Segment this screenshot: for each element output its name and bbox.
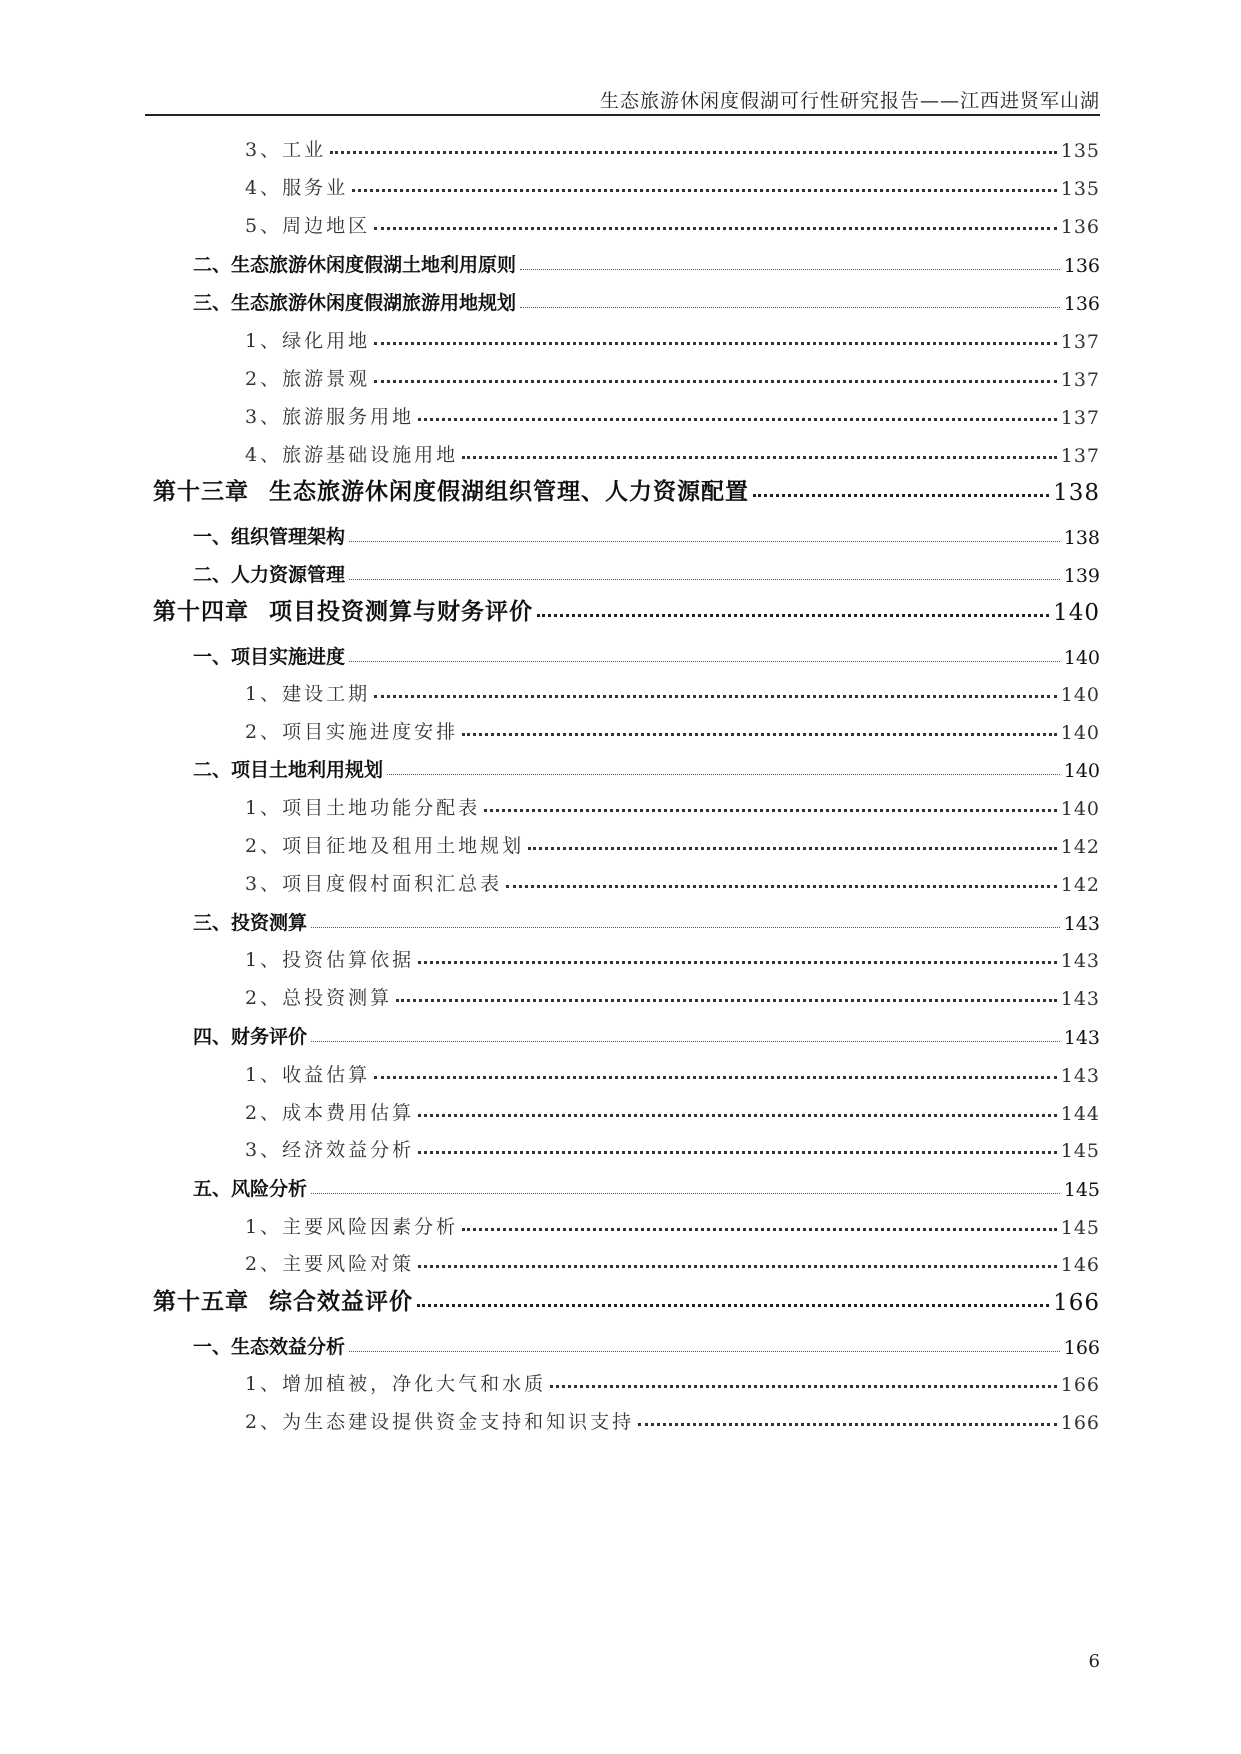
toc-entry-label: 2、项目征地及租用土地规划 <box>245 835 525 857</box>
toc-entry-label: 1、项目土地功能分配表 <box>245 797 481 819</box>
toc-page-number: 136 <box>1063 293 1100 315</box>
dot-leader <box>462 1228 1057 1231</box>
toc-page-number: 143 <box>1063 913 1100 935</box>
toc-subsection-entry[interactable] <box>245 397 1100 429</box>
toc-entry-label: 2、总投资测算 <box>245 987 393 1009</box>
toc-section-entry[interactable] <box>193 283 1100 315</box>
page-number: 6 <box>1088 1651 1100 1672</box>
toc-page-number: 140 <box>1060 722 1100 744</box>
toc-entry-label: 3、工业 <box>245 139 327 161</box>
toc-subsection-entry[interactable] <box>245 359 1100 391</box>
dot-leader <box>349 1351 1060 1352</box>
toc-page-number: 145 <box>1060 1140 1100 1162</box>
toc-page-number: 143 <box>1063 1027 1100 1049</box>
toc-page-number: 136 <box>1060 216 1100 238</box>
toc-subsection-entry[interactable] <box>245 168 1100 200</box>
toc-entry-label <box>153 593 533 626</box>
toc-entry-label: 2、主要风险对策 <box>245 1253 415 1275</box>
dot-leader <box>374 342 1057 345</box>
toc-subsection-entry[interactable] <box>245 1055 1100 1087</box>
dot-leader <box>349 579 1060 580</box>
toc-entry-label: 5、周边地区 <box>245 215 371 237</box>
toc-chapter-entry[interactable] <box>153 474 1100 506</box>
dot-leader <box>374 695 1057 698</box>
toc-entry-label: 4、服务业 <box>245 177 349 199</box>
dot-leader <box>520 307 1060 308</box>
dot-leader <box>396 999 1057 1002</box>
toc-entry-label <box>153 473 749 506</box>
dot-leader <box>638 1423 1057 1426</box>
toc-section-entry[interactable] <box>193 1169 1100 1201</box>
toc-page-number: 166 <box>1063 1337 1100 1359</box>
toc-entry-label: 1、收益估算 <box>245 1064 371 1086</box>
toc-page-number: 140 <box>1063 760 1100 782</box>
toc-entry-label <box>153 1283 413 1316</box>
toc-section-entry[interactable] <box>193 517 1100 549</box>
dot-leader <box>387 774 1060 775</box>
toc-entry-label: 1、增加植被，净化大气和水质 <box>245 1373 547 1395</box>
toc-page-number: 140 <box>1053 600 1100 626</box>
toc-entry-label: 一、项目实施进度 <box>193 646 346 668</box>
toc-entry-label: 2、旅游景观 <box>245 368 371 390</box>
toc-chapter-entry[interactable] <box>153 1284 1100 1316</box>
dot-leader <box>462 456 1057 459</box>
toc-subsection-entry[interactable] <box>245 435 1100 467</box>
chapter-number: 第十五章 <box>153 1288 249 1315</box>
dot-leader <box>330 151 1057 154</box>
toc-subsection-entry[interactable] <box>245 674 1100 706</box>
chapter-title: 生态旅游休闲度假湖组织管理、人力资源配置 <box>269 478 749 505</box>
toc-page-number: 140 <box>1060 798 1100 820</box>
toc-entry-label: 1、绿化用地 <box>245 330 371 352</box>
chapter-title: 项目投资测算与财务评价 <box>269 598 533 625</box>
dot-leader <box>418 418 1057 421</box>
dot-leader <box>550 1385 1057 1388</box>
header-rule <box>145 114 1100 116</box>
toc-entry-label: 2、成本费用估算 <box>245 1102 415 1124</box>
dot-leader <box>520 269 1060 270</box>
dot-leader <box>352 189 1057 192</box>
toc-page-number: 142 <box>1060 874 1100 896</box>
dot-leader <box>753 494 1049 497</box>
toc-subsection-entry[interactable] <box>245 712 1100 744</box>
toc-page-number: 142 <box>1060 836 1100 858</box>
toc-entry-label: 2、为生态建设提供资金支持和知识支持 <box>245 1411 635 1433</box>
toc-entry-label: 1、建设工期 <box>245 683 371 705</box>
toc-subsection-entry[interactable] <box>245 130 1100 162</box>
toc-page-number: 137 <box>1060 369 1100 391</box>
toc-subsection-entry[interactable] <box>245 826 1100 858</box>
dot-leader <box>349 541 1060 542</box>
toc-page-number: 145 <box>1063 1179 1100 1201</box>
toc-page-number: 144 <box>1060 1103 1100 1125</box>
dot-leader <box>311 927 1060 928</box>
toc-entry-label: 三、生态旅游休闲度假湖旅游用地规划 <box>193 292 517 314</box>
dot-leader <box>311 1041 1060 1042</box>
toc-page-number: 138 <box>1063 527 1100 549</box>
toc-subsection-entry[interactable] <box>245 1207 1100 1239</box>
toc-section-entry[interactable] <box>193 555 1100 587</box>
toc-entry-label: 五、风险分析 <box>193 1178 308 1200</box>
toc-page-number: 138 <box>1053 480 1100 506</box>
toc-page-number: 146 <box>1060 1254 1100 1276</box>
dot-leader <box>417 1304 1049 1307</box>
toc-section-entry[interactable] <box>193 903 1100 935</box>
toc-subsection-entry[interactable] <box>245 1244 1100 1276</box>
dot-leader <box>506 885 1057 888</box>
toc-page-number: 140 <box>1060 684 1100 706</box>
toc-subsection-entry[interactable] <box>245 1093 1100 1125</box>
dot-leader <box>418 1265 1057 1268</box>
toc-page-number: 143 <box>1060 988 1100 1010</box>
dot-leader <box>484 809 1057 812</box>
toc-subsection-entry[interactable] <box>245 1130 1100 1162</box>
toc-page-number: 143 <box>1060 1065 1100 1087</box>
dot-leader <box>418 1151 1057 1154</box>
toc-entry-label: 3、经济效益分析 <box>245 1139 415 1161</box>
toc-page-number: 136 <box>1063 255 1100 277</box>
toc-page-number: 137 <box>1060 331 1100 353</box>
dot-leader <box>374 227 1057 230</box>
toc-page-number: 145 <box>1060 1217 1100 1239</box>
toc-section-entry[interactable] <box>193 1327 1100 1359</box>
toc-subsection-entry[interactable] <box>245 321 1100 353</box>
running-header: 生态旅游休闲度假湖可行性研究报告——江西进贤军山湖 <box>599 90 1100 112</box>
toc-page-number: 166 <box>1053 1290 1100 1316</box>
chapter-title: 综合效益评价 <box>269 1288 413 1315</box>
toc-section-entry[interactable] <box>193 245 1100 277</box>
dot-leader <box>462 733 1057 736</box>
toc-subsection-entry[interactable] <box>245 1402 1100 1434</box>
chapter-number: 第十四章 <box>153 598 249 625</box>
toc-entry-label: 一、生态效益分析 <box>193 1336 346 1358</box>
toc-subsection-entry[interactable] <box>245 864 1100 896</box>
toc-page-number: 137 <box>1060 445 1100 467</box>
toc-chapter-entry[interactable] <box>153 594 1100 626</box>
toc-subsection-entry[interactable] <box>245 978 1100 1010</box>
dot-leader <box>528 847 1057 850</box>
toc-entry-label: 4、旅游基础设施用地 <box>245 444 459 466</box>
toc-entry-label: 三、投资测算 <box>193 912 308 934</box>
dot-leader <box>374 380 1057 383</box>
toc-page-number: 140 <box>1063 647 1100 669</box>
toc-entry-label: 一、组织管理架构 <box>193 526 346 548</box>
toc-subsection-entry[interactable] <box>245 1364 1100 1396</box>
toc-subsection-entry[interactable] <box>245 206 1100 238</box>
dot-leader <box>349 661 1060 662</box>
toc-subsection-entry[interactable] <box>245 788 1100 820</box>
toc-page-number: 139 <box>1063 565 1100 587</box>
toc-entry-label: 四、财务评价 <box>193 1026 308 1048</box>
toc-section-entry[interactable] <box>193 750 1100 782</box>
toc-page-number: 166 <box>1060 1412 1100 1434</box>
dot-leader <box>418 1114 1057 1117</box>
toc-entry-label: 二、项目土地利用规划 <box>193 759 384 781</box>
dot-leader <box>311 1193 1060 1194</box>
toc-page-number: 137 <box>1060 407 1100 429</box>
toc-entry-label: 1、主要风险因素分析 <box>245 1216 459 1238</box>
toc-entry-label: 2、项目实施进度安排 <box>245 721 459 743</box>
toc-page-number: 135 <box>1060 140 1100 162</box>
toc-section-entry[interactable] <box>193 637 1100 669</box>
dot-leader <box>374 1076 1057 1079</box>
toc-entry-label: 3、旅游服务用地 <box>245 406 415 428</box>
dot-leader <box>418 961 1057 964</box>
dot-leader <box>537 614 1049 617</box>
toc-entry-label: 二、人力资源管理 <box>193 564 346 586</box>
toc-entry-label: 1、投资估算依据 <box>245 949 415 971</box>
toc-entry-label: 3、项目度假村面积汇总表 <box>245 873 503 895</box>
toc-page-number: 135 <box>1060 178 1100 200</box>
toc-subsection-entry[interactable] <box>245 940 1100 972</box>
toc-entry-label: 二、生态旅游休闲度假湖土地利用原则 <box>193 254 517 276</box>
chapter-number: 第十三章 <box>153 478 249 505</box>
toc-section-entry[interactable] <box>193 1017 1100 1049</box>
toc-page-number: 166 <box>1060 1374 1100 1396</box>
toc-page-number: 143 <box>1060 950 1100 972</box>
